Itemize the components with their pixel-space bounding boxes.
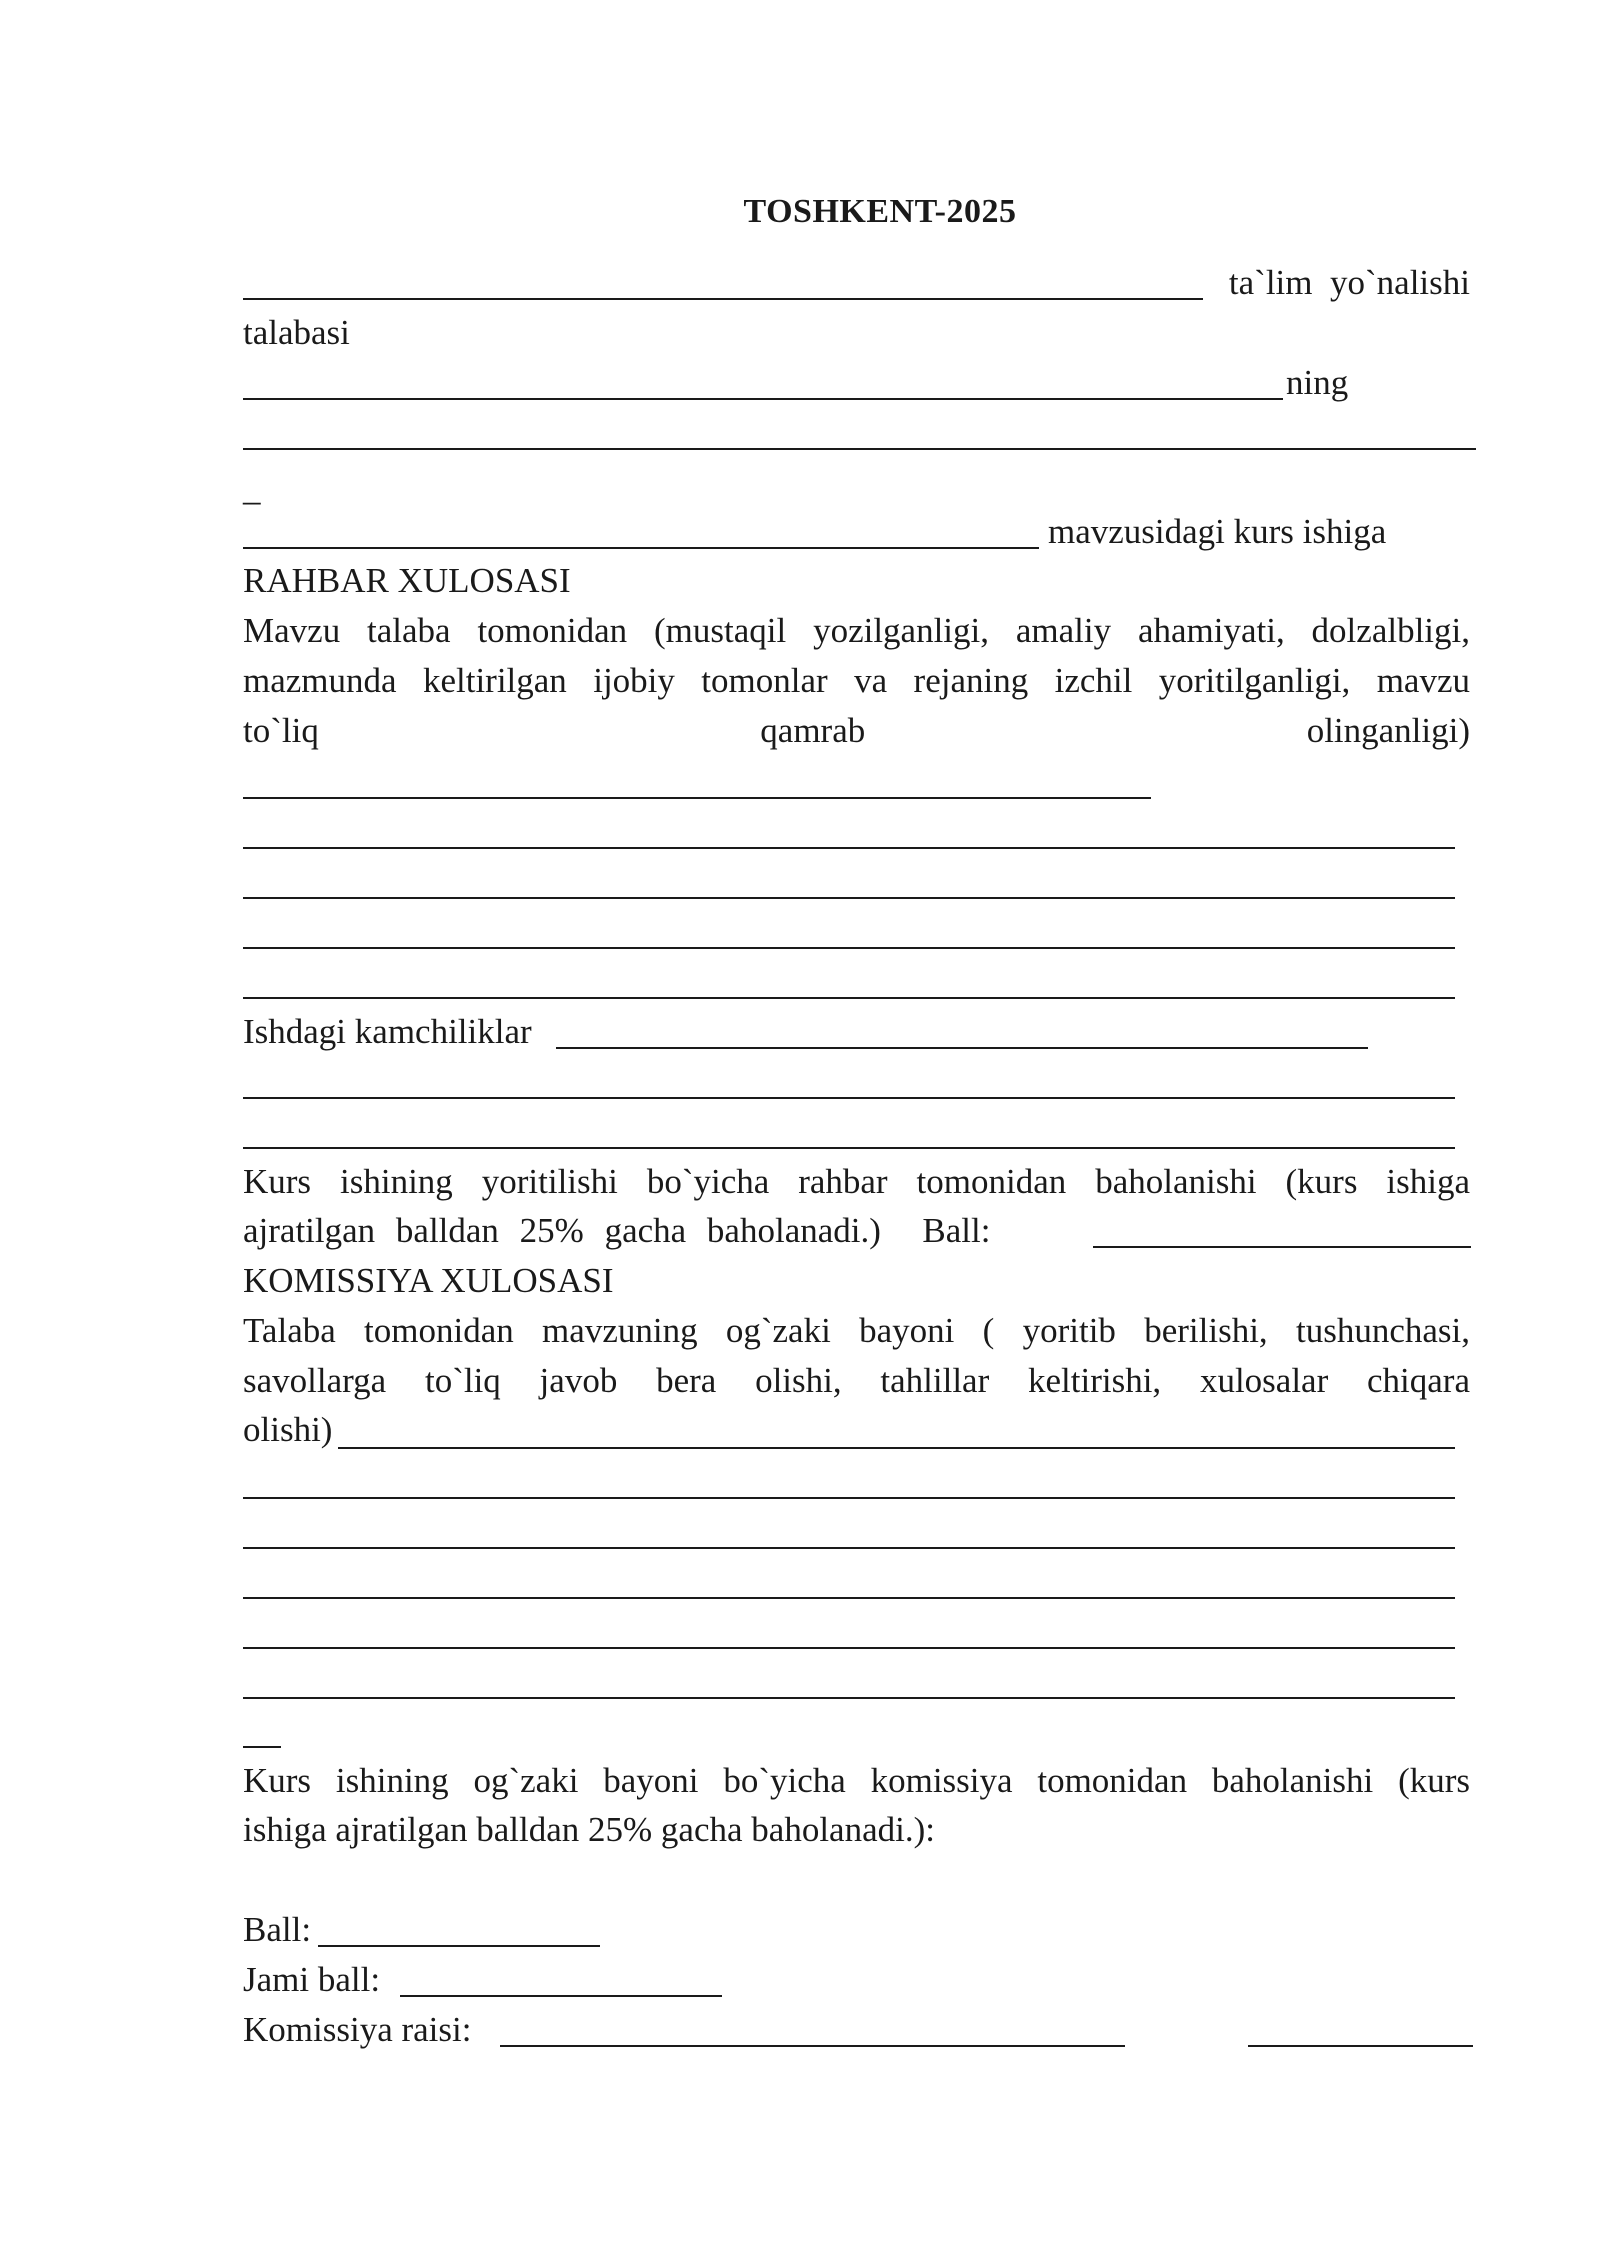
total-label: Jami ball: (243, 1960, 381, 1999)
ning-suffix: ning (1286, 363, 1349, 402)
student-word: talabasi (243, 313, 350, 352)
rahbar-conclusion-line-1[interactable] (243, 797, 1151, 799)
ball-field[interactable] (318, 1945, 600, 1947)
shortcomings-field-1[interactable] (556, 1047, 1368, 1049)
topic-field-1[interactable] (243, 448, 1476, 450)
page-title: TOSHKENT-2025 (743, 193, 1017, 230)
rahbar-conclusion-line-3[interactable] (243, 897, 1455, 899)
komissiya-heading: KOMISSIYA XULOSASI (243, 1261, 614, 1300)
chair-name-field[interactable] (500, 2045, 1125, 2047)
komissiya-conclusion-line-4[interactable] (243, 1597, 1455, 1599)
rahbar-grade-paragraph (243, 1157, 1470, 1207)
komissiya-grade-line-1: Kurs ishining og`zaki bayoni bo`yicha komissiya tomonidan baholanishi (kurs (243, 1761, 1470, 1800)
rahbar-heading: RAHBAR XULOSASI (243, 561, 571, 600)
topic-field-2[interactable] (243, 547, 1039, 549)
komissiya-conclusion-line-5[interactable] (243, 1647, 1455, 1649)
student-name-field[interactable] (243, 398, 1283, 400)
direction-field[interactable] (243, 298, 1203, 300)
shortcomings-field-2[interactable] (243, 1097, 1455, 1099)
rahbar-word-2: qamrab (760, 711, 866, 750)
komissiya-grade-paragraph (243, 1756, 1470, 1806)
dash-mark: _ (243, 469, 261, 508)
rahbar-paragraph (243, 606, 1470, 756)
komissiya-conclusion-line-7[interactable] (243, 1746, 281, 1748)
komissiya-paragraph-line-2: savollarga to`liq javob bera olishi, tahlillar keltirishi, xulosalar chiqara (243, 1361, 1470, 1400)
komissiya-grade-line-2: ishiga ajratilgan balldan 25% gacha baholanadi.): (243, 1810, 935, 1849)
komissiya-conclusion-line-3[interactable] (243, 1547, 1455, 1549)
rahbar-conclusion-line-4[interactable] (243, 947, 1455, 949)
rahbar-ball-field[interactable] (1093, 1246, 1471, 1248)
komissiya-paragraph-line-3: olishi) (243, 1410, 333, 1449)
chair-signature-field[interactable] (1248, 2045, 1473, 2047)
rahbar-paragraph-line-3 (243, 706, 1470, 756)
ball-label: Ball: (243, 1910, 312, 1949)
komissiya-conclusion-line-1[interactable] (338, 1447, 1455, 1449)
shortcomings-label: Ishdagi kamchiliklar (243, 1012, 532, 1051)
rahbar-word-3: olinganligi) (1306, 711, 1470, 750)
rahbar-conclusion-line-2[interactable] (243, 847, 1455, 849)
topic-suffix: mavzusidagi kurs ishiga (1048, 512, 1387, 551)
rahbar-word-1: to`liq (243, 711, 319, 750)
rahbar-paragraph-line-1: Mavzu talaba tomonidan (mustaqil yozilganligi, amaliy ahamiyati, dolzalbligi, (243, 611, 1470, 650)
shortcomings-field-3[interactable] (243, 1147, 1455, 1149)
chair-label: Komissiya raisi: (243, 2010, 472, 2049)
komissiya-paragraph-line-1: Talaba tomonidan mavzuning og`zaki bayoni ( yoritib berilishi, tushunchasi, (243, 1311, 1470, 1350)
rahbar-paragraph-line-2: mazmunda keltirilgan ijobiy tomonlar va rejaning izchil yoritilganligi, mavzu (243, 661, 1470, 700)
rahbar-conclusion-line-5[interactable] (243, 997, 1455, 999)
rahbar-grade-line-2: ajratilgan balldan 25% gacha baholanadi.) Ball: (243, 1211, 991, 1250)
rahbar-grade-line-1: Kurs ishining yoritilishi bo`yicha rahbar tomonidan baholanishi (kurs ishiga (243, 1162, 1470, 1201)
direction-suffix: ta`lim yo`nalishi (1228, 263, 1470, 302)
komissiya-paragraph (243, 1306, 1470, 1406)
komissiya-conclusion-line-6[interactable] (243, 1697, 1455, 1699)
total-field[interactable] (400, 1995, 722, 1997)
komissiya-conclusion-line-2[interactable] (243, 1497, 1455, 1499)
